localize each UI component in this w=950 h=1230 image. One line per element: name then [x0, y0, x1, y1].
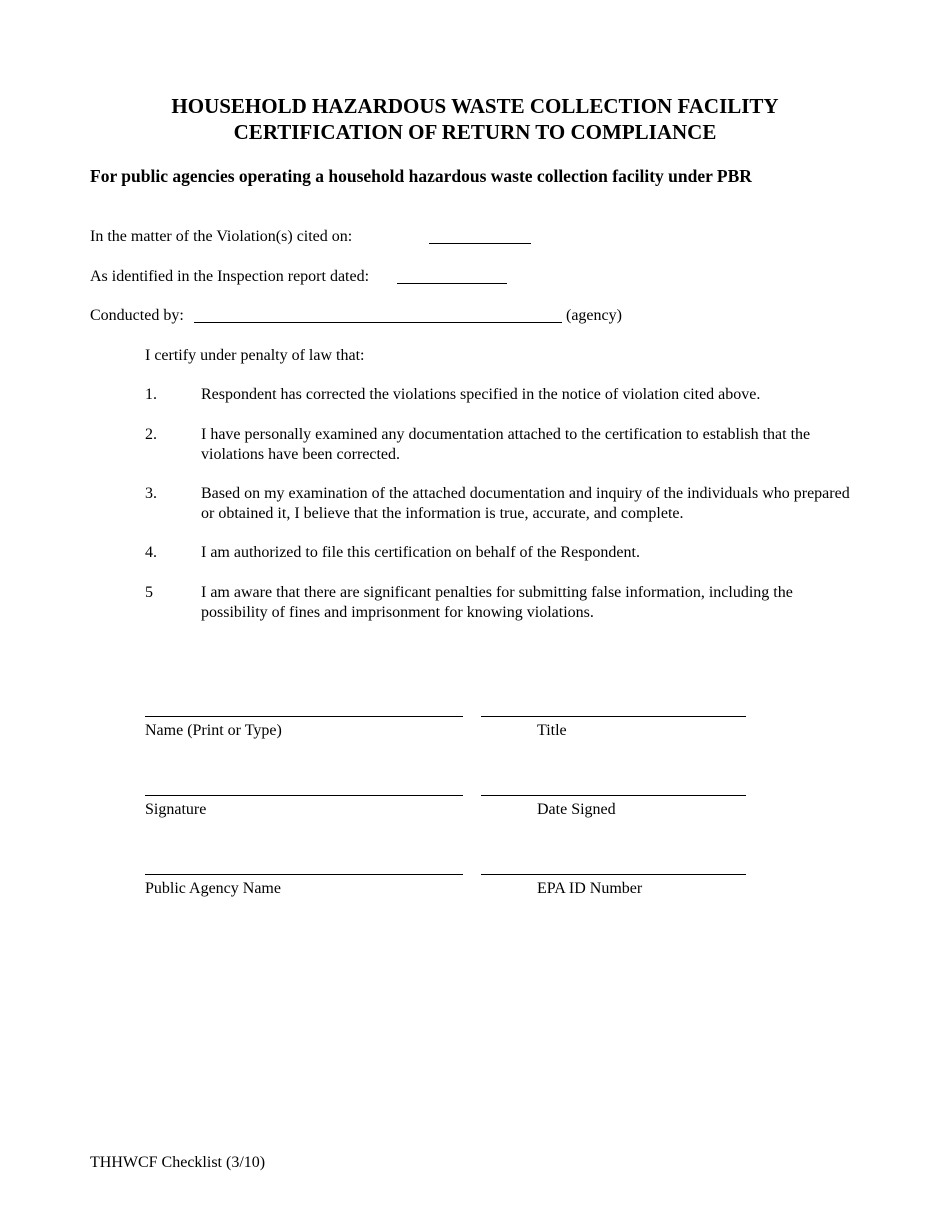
- inspection-date-field[interactable]: [397, 269, 507, 284]
- certification-item-text: I am authorized to file this certification on behalf of the Respondent.: [201, 544, 640, 561]
- item-number: 3.: [145, 485, 157, 502]
- document-title-line1: HOUSEHOLD HAZARDOUS WASTE COLLECTION FACILITY: [171, 94, 779, 118]
- certification-item-text: I am aware that there are significant penalties for submitting false information, including the possibility of fines and imprisonment for knowing violations.: [201, 584, 793, 621]
- signature-line[interactable]: [145, 795, 463, 796]
- item-number: 2.: [145, 426, 157, 443]
- epa-id-line[interactable]: [481, 874, 746, 875]
- conducted-suffix: (agency): [566, 307, 622, 324]
- conducted-label: Conducted by:: [90, 307, 184, 324]
- date-signed-label: Date Signed: [537, 801, 616, 818]
- item-number: 1.: [145, 386, 157, 403]
- document-subtitle: For public agencies operating a household hazardous waste collection facility under PBR: [90, 166, 752, 186]
- violation-row: [90, 227, 352, 247]
- title-label: Title: [537, 722, 567, 739]
- certification-item-text: Respondent has corrected the violations specified in the notice of violation cited above.: [201, 386, 761, 403]
- violation-label: In the matter of the Violation(s) cited on:: [90, 228, 353, 245]
- name-label: Name (Print or Type): [145, 722, 282, 739]
- certification-item-text: Based on my examination of the attached documentation and inquiry of the individuals who prepared or obtained it, I believe that the information is true, accurate, and complete.: [201, 485, 850, 522]
- epa-id-label: EPA ID Number: [537, 880, 643, 897]
- certification-intro: I certify under penalty of law that:: [145, 347, 365, 364]
- conducted-row: [90, 306, 184, 326]
- footer-text: THHWCF Checklist (3/10): [90, 1154, 266, 1171]
- item-number: 4.: [145, 544, 157, 561]
- item-number: 5: [145, 584, 153, 601]
- signature-label: Signature: [145, 801, 207, 818]
- date-signed-line[interactable]: [481, 795, 746, 796]
- inspection-row: [90, 267, 369, 287]
- document-title-line2: CERTIFICATION OF RETURN TO COMPLIANCE: [233, 120, 717, 144]
- agency-name-label: Public Agency Name: [145, 880, 281, 897]
- violation-date-field[interactable]: [429, 229, 531, 244]
- title-signature-line[interactable]: [481, 716, 746, 717]
- conducted-agency-field[interactable]: [194, 308, 562, 323]
- agency-name-line[interactable]: [145, 874, 463, 875]
- name-signature-line[interactable]: [145, 716, 463, 717]
- certification-item-text: I have personally examined any documentation attached to the certification to establish that the violations have been corrected.: [201, 426, 811, 463]
- inspection-label: As identified in the Inspection report dated:: [90, 268, 370, 285]
